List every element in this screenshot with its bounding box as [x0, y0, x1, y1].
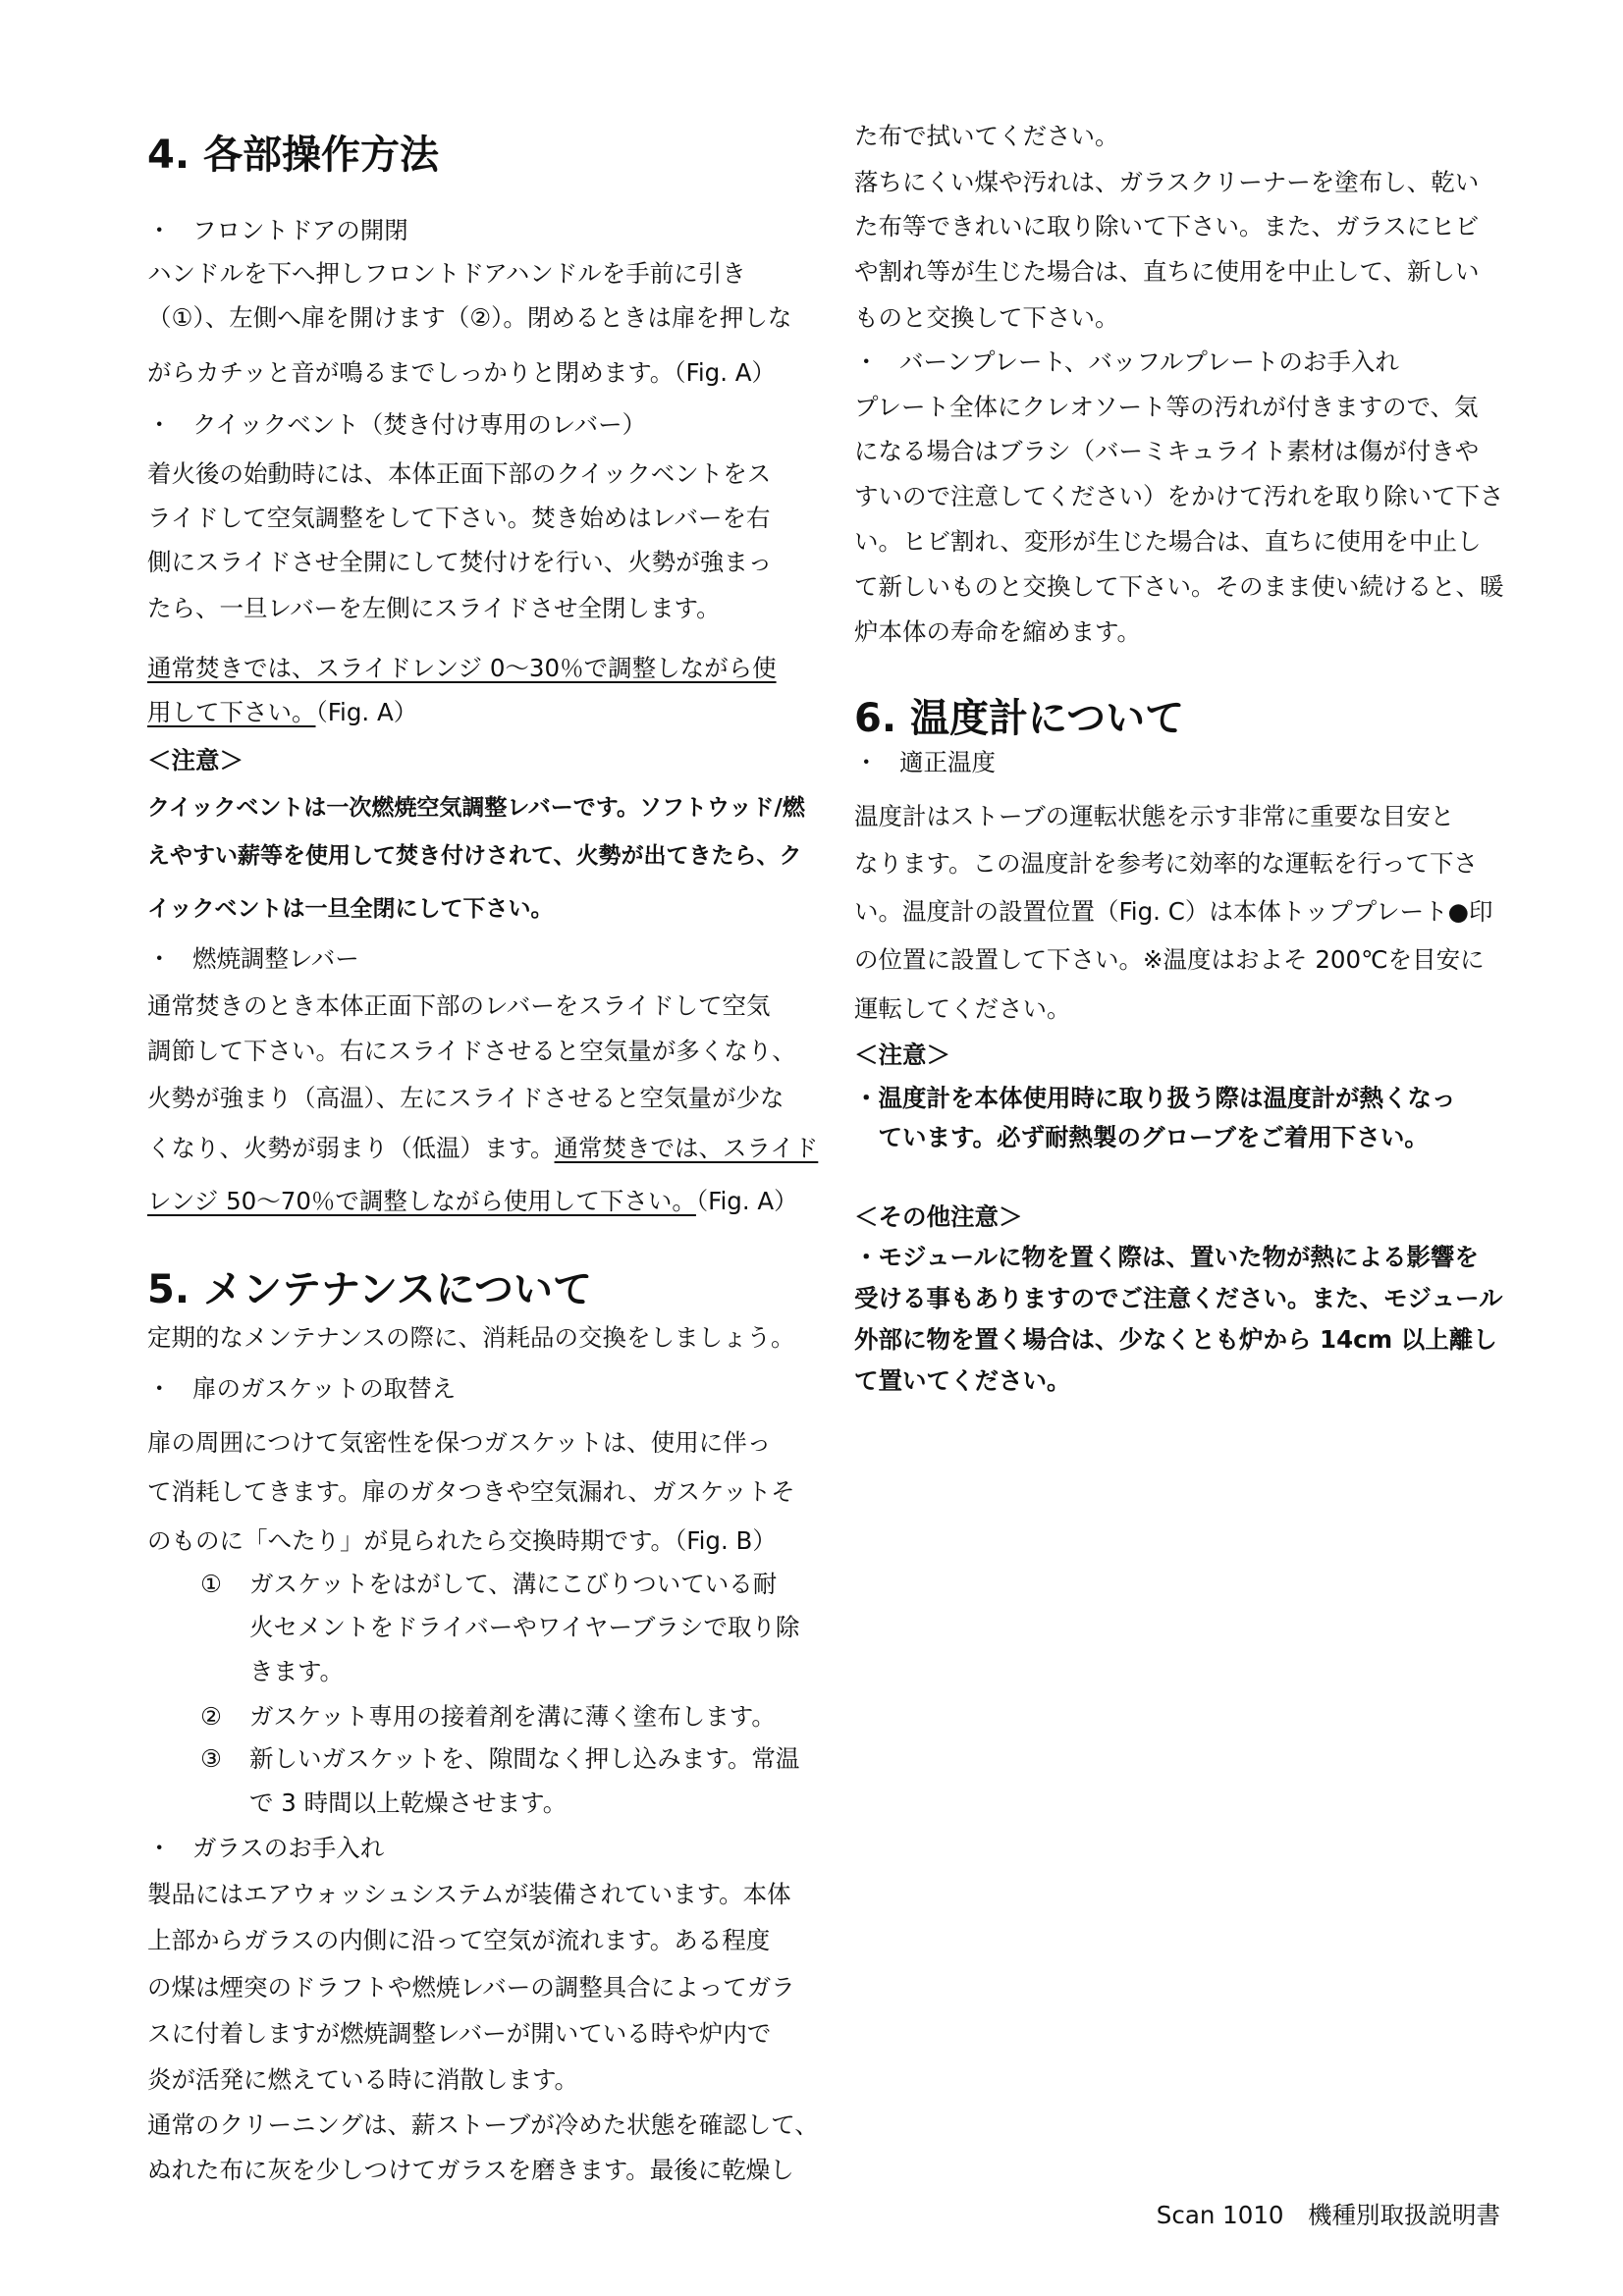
combustion-line-1: 通常焚きのとき本体正面下部のレバーをスライドして空気 — [147, 991, 771, 1020]
plates-line-3: すいので注意してください）をかけて汚れを取り除いて下さ — [854, 482, 1504, 510]
proper-temp-line-5: 運転してください。 — [854, 994, 1071, 1023]
thermometer-caution-line-1: ・温度計を本体使用時に取り扱う際は温度計が熱くなっ — [854, 1084, 1456, 1112]
quick-vent-line-4: たら、一旦レバーを左側にスライドさせ全閉します。 — [147, 594, 721, 622]
bullet: ・ — [147, 216, 172, 244]
glass-cont-line-3: た布等できれいに取り除いて下さい。また、ガラスにヒビ — [854, 212, 1480, 240]
gasket-line-2: て消耗してきます。扉のガタつきや空気漏れ、ガスケットそ — [147, 1477, 795, 1506]
gasket-title: ・ 扉のガスケットの取替え — [147, 1372, 456, 1406]
quick-vent-line-2: ライドして空気調整をして下さい。焚き始めはレバーを右 — [147, 504, 771, 532]
combustion-line-3: 火勢が強まり（高温）、左にスライドさせると空気量が少な — [147, 1084, 784, 1112]
gasket-line-1: 扉の周囲につけて気密性を保つガスケットは、使用に伴っ — [147, 1428, 772, 1457]
section-4-heading: 4. 各部操作方法 — [147, 133, 439, 178]
quick-vent-title: ・ クイックベント（焚き付け専用のレバー） — [147, 408, 646, 442]
glass-line-7: ぬれた布に灰を少しつけてガラスを磨きます。最後に乾燥し — [147, 2156, 794, 2184]
bullet: ・ — [854, 748, 879, 776]
gasket-step-3-line-1: ③ 新しいガスケットを、隙間なく押し込みます。常温 — [200, 1744, 800, 1773]
proper-temp-line-4: の位置に設置して下さい。※温度はおよそ 200℃を目安に — [854, 945, 1485, 974]
front-door-line-1: ハンドルを下へ押しフロントドアハンドルを手前に引き — [147, 259, 746, 288]
quick-vent-line-6: 用して下さい。（Fig. A） — [147, 698, 418, 726]
plates-title: ・ バーンプレート、バッフルプレートのお手入れ — [854, 346, 1399, 379]
gasket-line-3: のものに「へたり」が見られたら交換時期です。（Fig. B） — [147, 1526, 777, 1555]
proper-temp-line-1: 温度計はストーブの運転状態を示す非常に重要な目安と — [854, 802, 1455, 830]
front-door-line-3: がらカチッと音が鳴るまでしっかりと閉めます。（Fig. A） — [147, 358, 777, 387]
glass-cont-line-1: た布で拭いてください。 — [854, 122, 1119, 150]
proper-temp-line-2: なります。この温度計を参考に効率的な運転を行って下さ — [854, 849, 1479, 878]
gasket-step-1-line-3: きます。 — [249, 1657, 345, 1685]
page-footer: Scan 1010 機種別取扱説明書 — [1156, 2201, 1500, 2229]
combustion-line-5: レンジ 50～70％で調整しながら使用して下さい。（Fig. A） — [147, 1187, 798, 1215]
plates-line-1: プレート全体にクレオソート等の汚れが付きますので、気 — [854, 393, 1479, 421]
caution-title: ＜注意＞ — [147, 746, 243, 774]
plates-line-2: になる場合はブラシ（バーミキュライト素材は傷が付きや — [854, 437, 1480, 465]
proper-temp-title: ・ 適正温度 — [854, 746, 996, 779]
glass-title: ・ ガラスのお手入れ — [147, 1832, 384, 1865]
glass-cont-line-4: や割れ等が生じた場合は、直ちに使用を中止して、新しい — [854, 257, 1480, 286]
gasket-step-3-line-2: で 3 時間以上乾燥させます。 — [249, 1789, 568, 1817]
glass-line-3: の煤は煙突のドラフトや燃焼レバーの調整具合によってガラ — [147, 1973, 795, 2002]
caution-line-2: えやすい薪等を使用して焚き付けされて、火勢が出てきたら、ク — [147, 843, 802, 869]
gasket-step-1-line-1: ① ガスケットをはがして、溝にこびりついている耐 — [200, 1570, 778, 1598]
thermometer-caution-line-2: ています。必ず耐熱製のグローブをご着用下さい。 — [854, 1123, 1429, 1151]
other-caution-line-2: 受ける事もありますのでご注意ください。また、モジュール — [854, 1284, 1503, 1312]
combustion-line-4: くなり、火勢が弱まり（低温）ます。通常焚きでは、スライド — [147, 1134, 819, 1162]
section-5-heading: 5. メンテナンスについて — [147, 1267, 592, 1312]
front-door-line-2: （①）、左側へ扉を開けます（②）。閉めるときは扉を押しな — [147, 303, 792, 332]
gasket-step-1-line-2: 火セメントをドライバーやワイヤーブラシで取り除 — [249, 1613, 800, 1641]
section-6-heading: 6. 温度計について — [854, 696, 1185, 741]
quick-vent-line-3: 側にスライドさせ全開にして焚付けを行い、火勢が強まっ — [147, 548, 773, 576]
bullet: ・ — [854, 347, 879, 376]
caution-line-3: イックベントは一旦全閉にして下さい。 — [147, 896, 554, 922]
plates-line-5: て新しいものと交換して下さい。そのまま使い続けると、暖 — [854, 572, 1504, 601]
glass-line-2: 上部からガラスの内側に沿って空気が流れます。ある程度 — [147, 1926, 771, 1954]
combustion-line-2: 調節して下さい。右にスライドさせると空気量が多くなり、 — [147, 1037, 796, 1065]
bullet: ・ — [147, 1834, 172, 1862]
other-caution-line-4: て置いてください。 — [854, 1366, 1071, 1395]
maintenance-intro: 定期的なメンテナンスの際に、消耗品の交換をしましょう。 — [147, 1323, 795, 1352]
glass-cont-line-2: 落ちにくい煤や汚れは、ガラスクリーナーを塗布し、乾い — [854, 168, 1480, 196]
other-caution-title: ＜その他注意＞ — [854, 1202, 1023, 1231]
quick-vent-line-1: 着火後の始動時には、本体正面下部のクイックベントをス — [147, 459, 772, 488]
plates-line-4: い。ヒビ割れ、変形が生じた場合は、直ちに使用を中止し — [854, 527, 1482, 556]
plates-line-6: 炉本体の寿命を縮めます。 — [854, 617, 1142, 646]
proper-temp-line-3: い。温度計の設置位置（Fig. C）は本体トッププレート●印 — [854, 897, 1493, 926]
caution-line-1: クイックベントは一次燃焼空気調整レバーです。ソフトウッド/燃 — [147, 795, 805, 821]
bullet: ・ — [147, 1374, 172, 1403]
bullet: ・ — [147, 944, 172, 973]
glass-line-1: 製品にはエアウォッシュシステムが装備されています。本体 — [147, 1880, 791, 1908]
bullet: ・ — [147, 410, 172, 439]
glass-line-5: 炎が活発に燃えている時に消散します。 — [147, 2065, 579, 2094]
combustion-lever-title: ・ 燃焼調整レバー — [147, 942, 359, 976]
thermometer-caution-title: ＜注意＞ — [854, 1041, 950, 1069]
gasket-step-2: ② ガスケット専用の接着剤を溝に薄く塗布します。 — [200, 1702, 776, 1731]
quick-vent-underline-1: 通常焚きでは、スライドレンジ 0～30％で調整しながら使 — [147, 654, 777, 682]
glass-line-4: スに付着しますが燃焼調整レバーが開いている時や炉内で — [147, 2019, 772, 2048]
other-caution-line-1: ・モジュールに物を置く際は、置いた物が熱による影響を — [854, 1243, 1480, 1271]
glass-cont-line-5: ものと交換して下さい。 — [854, 303, 1119, 332]
glass-line-6: 通常のクリーニングは、薪ストーブが冷めた状態を確認して、 — [147, 2110, 819, 2139]
other-caution-line-3: 外部に物を置く場合は、少なくとも炉から 14cm 以上離し — [854, 1325, 1497, 1354]
front-door-title: ・ フロントドアの開閉 — [147, 214, 408, 247]
